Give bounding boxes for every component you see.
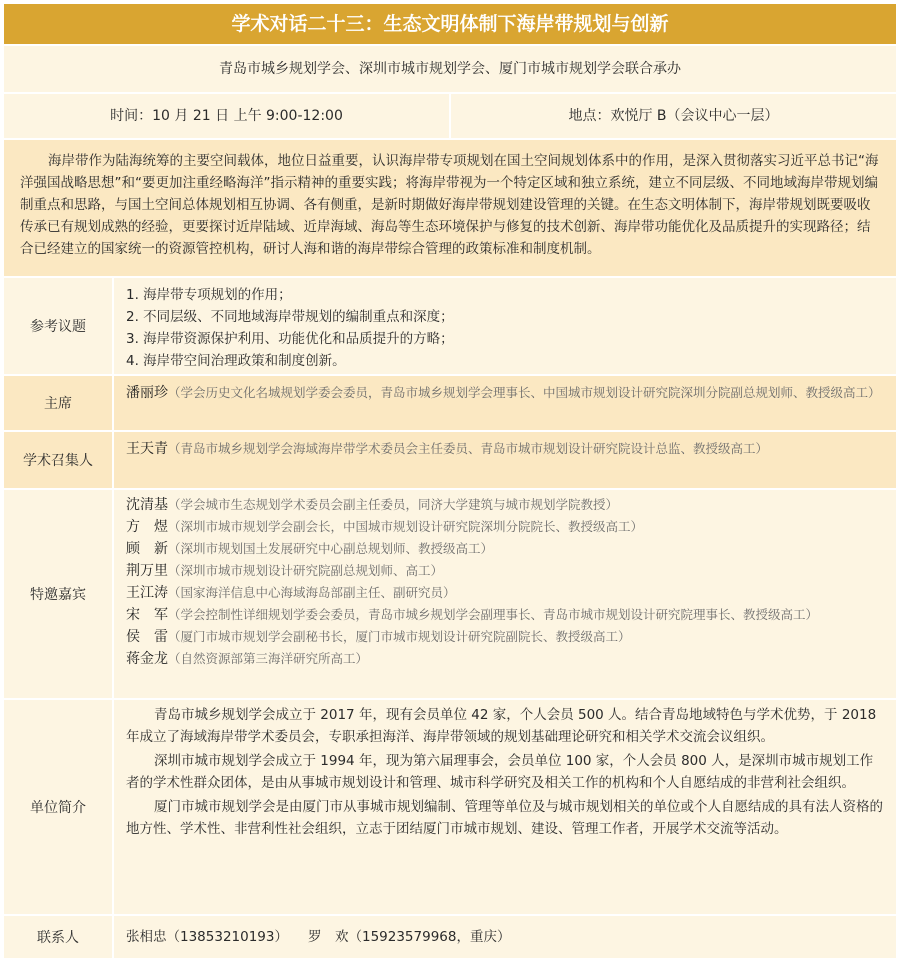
contact-person-2: 罗 欢（15923579968，重庆） — [307, 929, 511, 945]
unit-paragraph: 厦门市城市规划学会是由厦门市从事城市规划编制、管理等单位及与城市规划相关的单位或个人自愿结成的具有法人资格的地方性、学术性、非营利性社会组织，立志于团结厦门市城市规划、建设、管理工作者，开展学术交流等活动。 — [126, 799, 883, 837]
guest-item — [126, 516, 884, 538]
units-label: 单位简介 — [4, 700, 114, 914]
topics-row — [4, 278, 896, 376]
guest-name: 沈清基 — [126, 497, 168, 513]
guest-desc: （国家海洋信息中心海域海岛部副主任、副研究员） — [168, 585, 456, 600]
guest-desc: （深圳市规划国土发展研究中心副总规划师、教授级高工） — [168, 541, 494, 556]
topic-item: 4. 海岸带空间治理政策和制度创新。 — [126, 353, 346, 369]
guest-name: 王江涛 — [126, 585, 168, 601]
guest-name: 宋 军 — [126, 607, 168, 623]
guest-item — [126, 538, 884, 560]
guest-item — [126, 494, 884, 516]
topic-item: 2. 不同层级、不同地域海岸带规划的编制重点和深度； — [126, 309, 454, 325]
unit-paragraph: 深圳市城市规划学会成立于 1994 年，现为第六届理事会，会员单位 100 家，个人会员 800 人，是深圳市城市规划工作者的学术性群众团体，是由从事城市规划设计和管理、城市科学研究及相关工作的机构和个人自愿结成的非营利社会组织。 — [126, 753, 874, 791]
topic-item: 3. 海岸带资源保护利用、功能优化和品质提升的方略； — [126, 331, 454, 347]
convener-row — [4, 432, 896, 490]
convener-desc: （青岛市城乡规划学会海域海岸带学术委员会主任委员、青岛市城市规划设计研究院设计总监、教授级高工） — [168, 441, 769, 456]
guest-item — [126, 648, 884, 670]
session-time: 时间：10 月 21 日 上午 9:00-12:00 — [110, 108, 343, 124]
guest-item — [126, 626, 884, 648]
topics-label: 参考议题 — [4, 278, 114, 374]
topics-list — [114, 278, 896, 374]
time-place-row — [4, 94, 896, 140]
contact-content — [114, 916, 896, 958]
guest-desc: （厦门市城市规划学会副秘书长，厦门市城市规划设计研究院副院长、教授级高工） — [168, 629, 631, 644]
convener-person — [126, 438, 884, 460]
convener-content — [114, 432, 896, 488]
convener-name: 王天青 — [126, 441, 168, 457]
guests-label: 特邀嘉宾 — [4, 490, 114, 698]
guest-name: 荆万里 — [126, 563, 168, 579]
guest-item — [126, 604, 884, 626]
unit-paragraph: 青岛市城乡规划学会成立于 2017 年，现有会员单位 42 家，个人会员 500 人。结合青岛地域特色与学术优势，于 2018 年成立了海域海岸带学术委员会，专职承担海洋、海岸带领域的规划基础理论研究和相关学术交流会议组织。 — [126, 707, 877, 745]
guest-name: 蒋金龙 — [126, 651, 168, 667]
guest-desc: （学会城市生态规划学术委员会副主任委员，同济大学建筑与城市规划学院教授） — [168, 497, 619, 512]
contact-row — [4, 916, 896, 958]
contact-person-1: 张相忠（13853210193） — [126, 929, 288, 945]
guest-desc: （深圳市城市规划设计研究院副总规划师、高工） — [168, 563, 444, 578]
units-content — [114, 700, 896, 914]
session-intro: 海岸带作为陆海统筹的主要空间载体，地位日益重要，认识海岸带专项规划在国土空间规划体系中的作用，是深入贯彻落实习近平总书记“海洋强国战略思想”和“要更加注重经略海洋”指示精神的重要实践；将海岸带视为一个特定区域和独立系统，建立不同层级、不同地域海岸带规划编制重点和思路，与国土空间总体规划相互协调、各有侧重，是新时期做好海岸带规划建设管理的关键。在生态文明体制下，海岸带规划既要吸收传承已有规划成熟的经验，更要探讨近岸陆域、近岸海域、海岛等生态环境保护与修复的技术创新、海岸带功能优化及品质提升的实现路径；结合已经建立的国家统一的资源管控机构，研讨人海和谐的海岸带综合管理的政策标准和制度机制。 — [4, 140, 896, 278]
guests-row — [4, 490, 896, 700]
guest-desc: （自然资源部第三海洋研究所高工） — [168, 651, 369, 666]
organizers: 青岛市城乡规划学会、深圳市城市规划学会、厦门市城市规划学会联合承办 — [4, 46, 896, 94]
guests-list — [114, 490, 896, 698]
guest-name: 顾 新 — [126, 541, 168, 557]
guest-name: 侯 雷 — [126, 629, 168, 645]
chair-person — [126, 382, 884, 404]
session-title: 学术对话二十三：生态文明体制下海岸带规划与创新 — [4, 4, 896, 46]
guest-desc: （学会控制性详细规划学委会委员，青岛市城乡规划学会副理事长、青岛市城市规划设计研究院理事长、教授级高工） — [168, 607, 819, 622]
chair-name: 潘丽珍 — [126, 385, 168, 401]
guest-desc: （深圳市城市规划学会副会长，中国城市规划设计研究院深圳分院院长、教授级高工） — [168, 519, 644, 534]
guest-name: 方 煜 — [126, 519, 168, 535]
topic-item: 1. 海岸带专项规划的作用； — [126, 287, 292, 303]
units-row — [4, 700, 896, 916]
chair-row — [4, 376, 896, 432]
guest-item — [126, 582, 884, 604]
chair-content — [114, 376, 896, 430]
session-place: 地点：欢悦厅 B（会议中心一层） — [449, 94, 896, 138]
contact-label: 联系人 — [4, 916, 114, 958]
guest-item — [126, 560, 884, 582]
convener-label: 学术召集人 — [4, 432, 114, 488]
chair-label: 主席 — [4, 376, 114, 430]
chair-desc: （学会历史文化名城规划学委会委员，青岛市城乡规划学会理事长、中国城市规划设计研究院深圳分院副总规划师、教授级高工） — [168, 385, 881, 400]
